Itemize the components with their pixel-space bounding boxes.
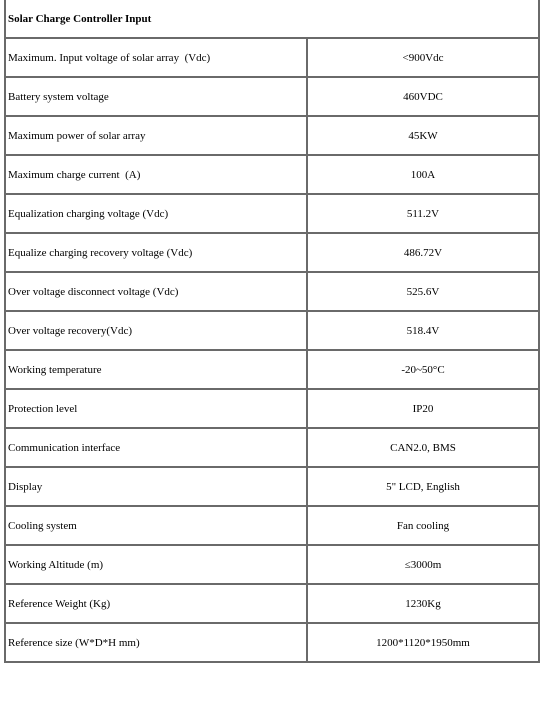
spec-table-body xyxy=(5,0,539,662)
spec-value: 1200*1120*1950mm xyxy=(307,623,539,662)
spec-value: 100A xyxy=(307,155,539,194)
spec-label: Working temperature xyxy=(5,350,307,389)
table-row xyxy=(5,545,539,584)
spec-label: Cooling system xyxy=(5,506,307,545)
spec-label: Over voltage recovery(Vdc) xyxy=(5,311,307,350)
spec-value: 511.2V xyxy=(307,194,539,233)
spec-label: Maximum power of solar array xyxy=(5,116,307,155)
table-header-row xyxy=(5,0,539,38)
spec-value: 1230Kg xyxy=(307,584,539,623)
spec-value: 45KW xyxy=(307,116,539,155)
table-row xyxy=(5,311,539,350)
spec-table xyxy=(4,0,540,663)
spec-label: Reference size (W*D*H mm) xyxy=(5,623,307,662)
table-row xyxy=(5,38,539,77)
table-row xyxy=(5,116,539,155)
spec-value: CAN2.0, BMS xyxy=(307,428,539,467)
spec-label: Over voltage disconnect voltage (Vdc) xyxy=(5,272,307,311)
table-row xyxy=(5,428,539,467)
spec-label: Display xyxy=(5,467,307,506)
spec-value: <900Vdc xyxy=(307,38,539,77)
spec-label: Battery system voltage xyxy=(5,77,307,116)
spec-label: Protection level xyxy=(5,389,307,428)
table-row xyxy=(5,77,539,116)
table-row xyxy=(5,623,539,662)
spec-label: Communication interface xyxy=(5,428,307,467)
table-row xyxy=(5,194,539,233)
spec-label: Reference Weight (Kg) xyxy=(5,584,307,623)
spec-value: ≤3000m xyxy=(307,545,539,584)
spec-value: -20~50°C xyxy=(307,350,539,389)
table-row xyxy=(5,272,539,311)
spec-value: 460VDC xyxy=(307,77,539,116)
table-row xyxy=(5,233,539,272)
spec-value: 525.6V xyxy=(307,272,539,311)
spec-value: Fan cooling xyxy=(307,506,539,545)
table-row xyxy=(5,467,539,506)
spec-label: Maximum charge current (A) xyxy=(5,155,307,194)
spec-value: 518.4V xyxy=(307,311,539,350)
spec-label: Equalization charging voltage (Vdc) xyxy=(5,194,307,233)
table-row xyxy=(5,155,539,194)
table-row xyxy=(5,584,539,623)
table-row xyxy=(5,389,539,428)
spec-value: IP20 xyxy=(307,389,539,428)
spec-label: Working Altitude (m) xyxy=(5,545,307,584)
spec-value: 486.72V xyxy=(307,233,539,272)
table-row xyxy=(5,350,539,389)
spec-label: Equalize charging recovery voltage (Vdc) xyxy=(5,233,307,272)
spec-value: 5" LCD, English xyxy=(307,467,539,506)
table-row xyxy=(5,506,539,545)
spec-label: Maximum. Input voltage of solar array (Vdc) xyxy=(5,38,307,77)
table-header: Solar Charge Controller Input xyxy=(5,0,539,38)
